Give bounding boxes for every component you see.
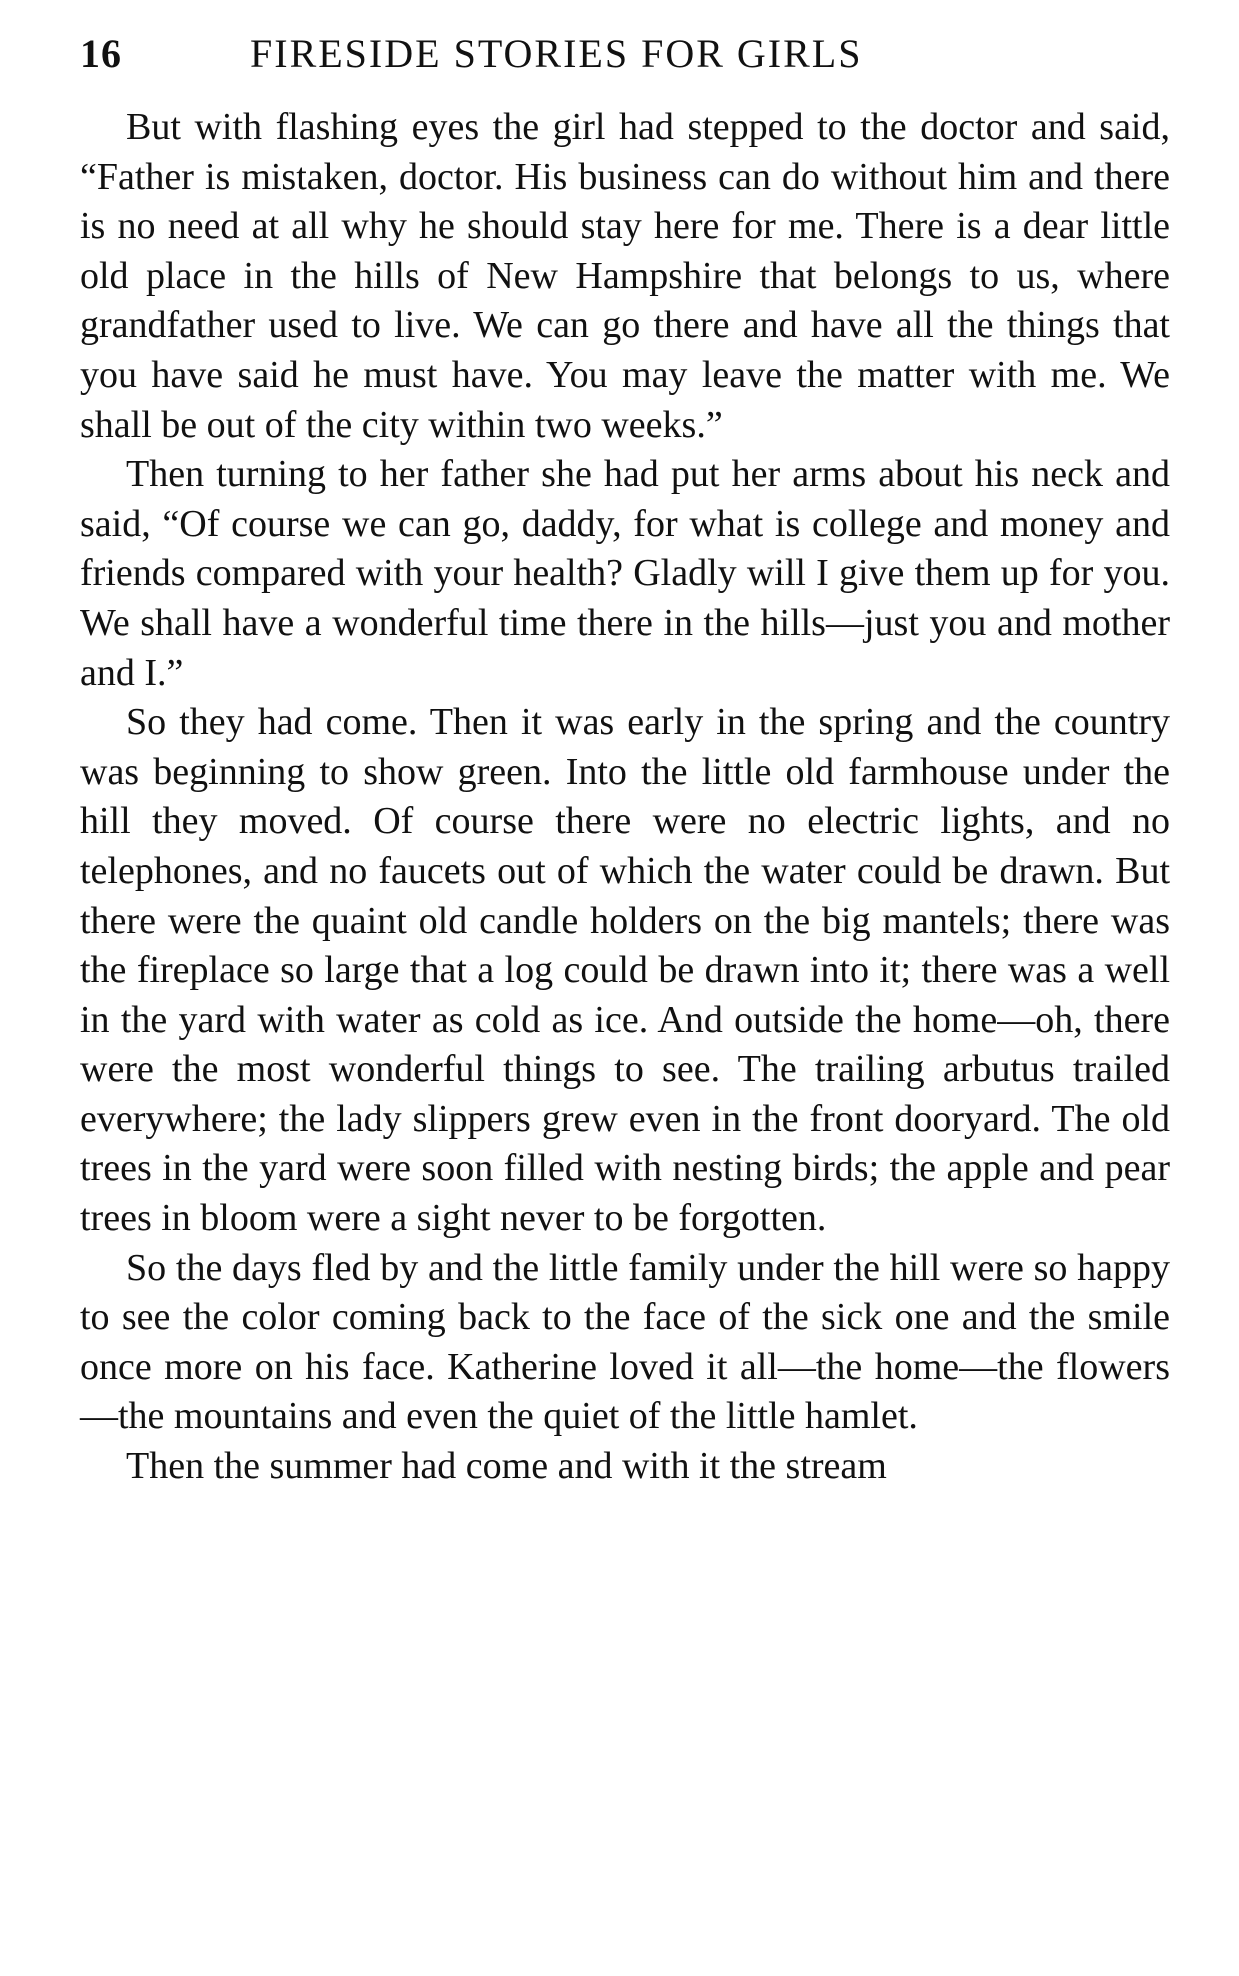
paragraph-4: So the days fled by and the little family under the hill were so happy to see the color coming back to the face of the sick one and the smile once more on his face. Katherine loved it all—the home—the flowers—the mountains and even the quiet of the little hamlet. bbox=[80, 1246, 1170, 1438]
paragraph-5: Then the summer had come and with it the stream bbox=[126, 1445, 887, 1488]
page-number: 16 bbox=[80, 31, 122, 76]
body-text bbox=[80, 103, 1170, 1492]
paragraph-2: Then turning to her father she had put her arms about his neck and said, “Of course we can go, daddy, for what is college and money and friends compared with your health? Gladly will I give them up for you. We shall have a wonderful time there in the hills—just you and mother and I.” bbox=[80, 453, 1170, 694]
paragraph-1: But with flashing eyes the girl had stepped to the doctor and said, “Father is mistaken, doctor. His business can do without him and there is no need at all why he should stay here for me. There is a dear little old place in the hills of New Hampshire that belongs to us, where grandfather used to live. We can go there and have all the things that you have said he must have. You may leave the matter with me. We shall be out of the city within two weeks.” bbox=[80, 106, 1170, 446]
running-title: FIRESIDE STORIES FOR GIRLS bbox=[250, 31, 863, 76]
paragraph-3: So they had come. Then it was early in the spring and the country was beginning to show green. Into the little old farmhouse under the hill they moved. Of course there were no electric lights, and no telephones, and no faucets out of which the water could be drawn. But there were the quaint old candle holders on the big mantels; there was the fireplace so large that a log could be drawn into it; there was a well in the yard with water as cold as ice. And outside the home—oh, there were the most wonderful things to see. The trailing arbutus trailed everywhere; the lady slippers grew even in the front dooryard. The old trees in the yard were soon filled with nesting birds; the apple and pear trees in bloom were a sight never to be forgotten. bbox=[80, 701, 1170, 1240]
page-header bbox=[80, 30, 1170, 90]
